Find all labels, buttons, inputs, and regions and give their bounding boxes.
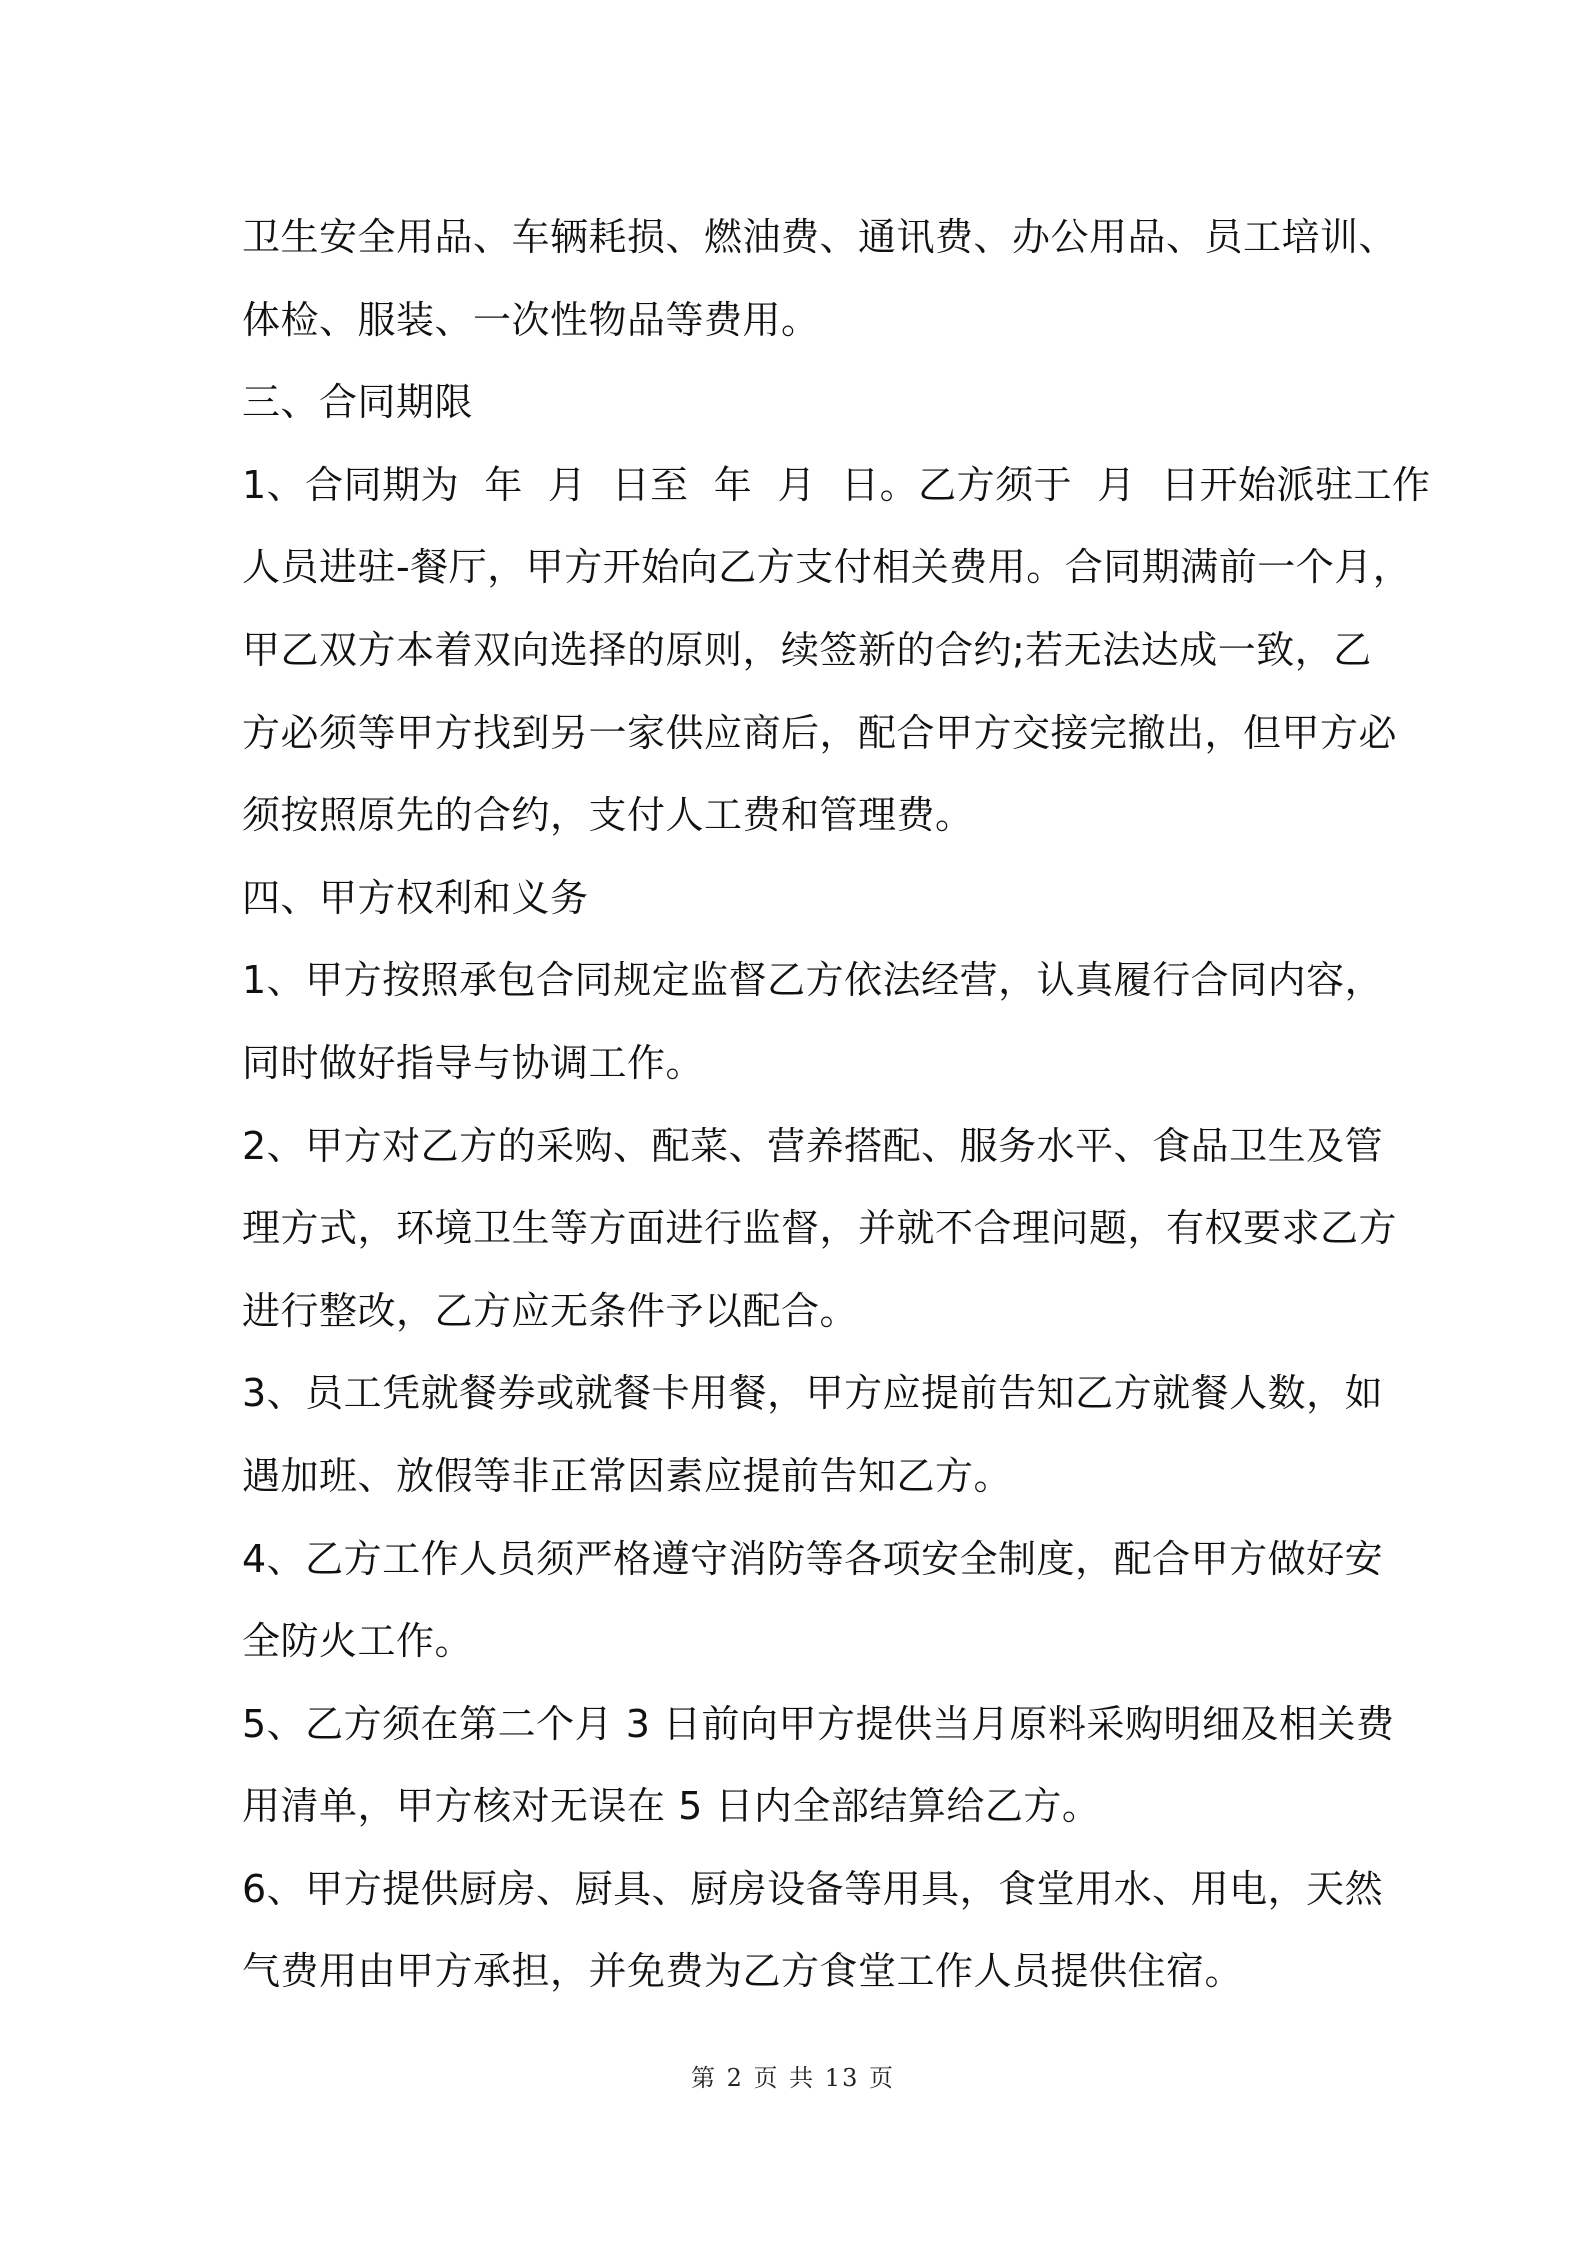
body-line: 理方式，环境卫生等方面进行监督，并就不合理问题，有权要求乙方: [242, 1206, 1398, 1251]
section-heading: 四、甲方权利和义务: [242, 875, 589, 920]
body-line: 遇加班、放假等非正常因素应提前告知乙方。: [242, 1453, 1013, 1498]
body-line: 须按照原先的合约，支付人工费和管理费。: [242, 793, 974, 838]
page-number-footer: 第 2 页 共 13 页: [691, 2064, 895, 2092]
body-line: 5、乙方须在第二个月 3 日前向甲方提供当月原料采购明细及相关费: [242, 1701, 1395, 1746]
document-body: [242, 196, 1431, 2013]
body-line: 气费用由甲方承担，并免费为乙方食堂工作人员提供住宿。: [242, 1949, 1244, 1994]
body-line: 1、合同期为 年 月 日至 年 月 日。乙方须于 月 日开始派驻工作: [242, 462, 1431, 507]
body-line: 人员进驻-餐厅，甲方开始向乙方支付相关费用。合同期满前一个月，: [242, 545, 1412, 590]
body-line: 2、甲方对乙方的采购、配菜、营养搭配、服务水平、食品卫生及管: [242, 1123, 1384, 1168]
body-line: 1、甲方按照承包合同规定监督乙方依法经营，认真履行合同内容，: [242, 958, 1384, 1003]
body-line: 3、员工凭就餐券或就餐卡用餐，甲方应提前告知乙方就餐人数，如: [242, 1371, 1384, 1416]
body-line: 用清单，甲方核对无误在 5 日内全部结算给乙方。: [242, 1784, 1101, 1829]
section-heading: 三、合同期限: [242, 380, 474, 425]
body-line: 方必须等甲方找到另一家供应商后，配合甲方交接完撤出，但甲方必: [242, 710, 1398, 755]
body-line: 甲乙双方本着双向选择的原则，续签新的合约;若无法达成一致，乙: [242, 627, 1372, 672]
body-line: 4、乙方工作人员须严格遵守消防等各项安全制度，配合甲方做好安: [242, 1536, 1384, 1581]
body-line: 卫生安全用品、车辆耗损、燃油费、通讯费、办公用品、员工培训、: [242, 215, 1398, 259]
body-line: 全防火工作。: [242, 1619, 474, 1664]
body-line: 体检、服装、一次性物品等费用。: [242, 297, 820, 342]
body-line: 进行整改，乙方应无条件予以配合。: [242, 1288, 859, 1333]
body-line: 6、甲方提供厨房、厨具、厨房设备等用具，食堂用水、用电，天然: [242, 1866, 1384, 1911]
body-line: 同时做好指导与协调工作。: [242, 1040, 705, 1085]
